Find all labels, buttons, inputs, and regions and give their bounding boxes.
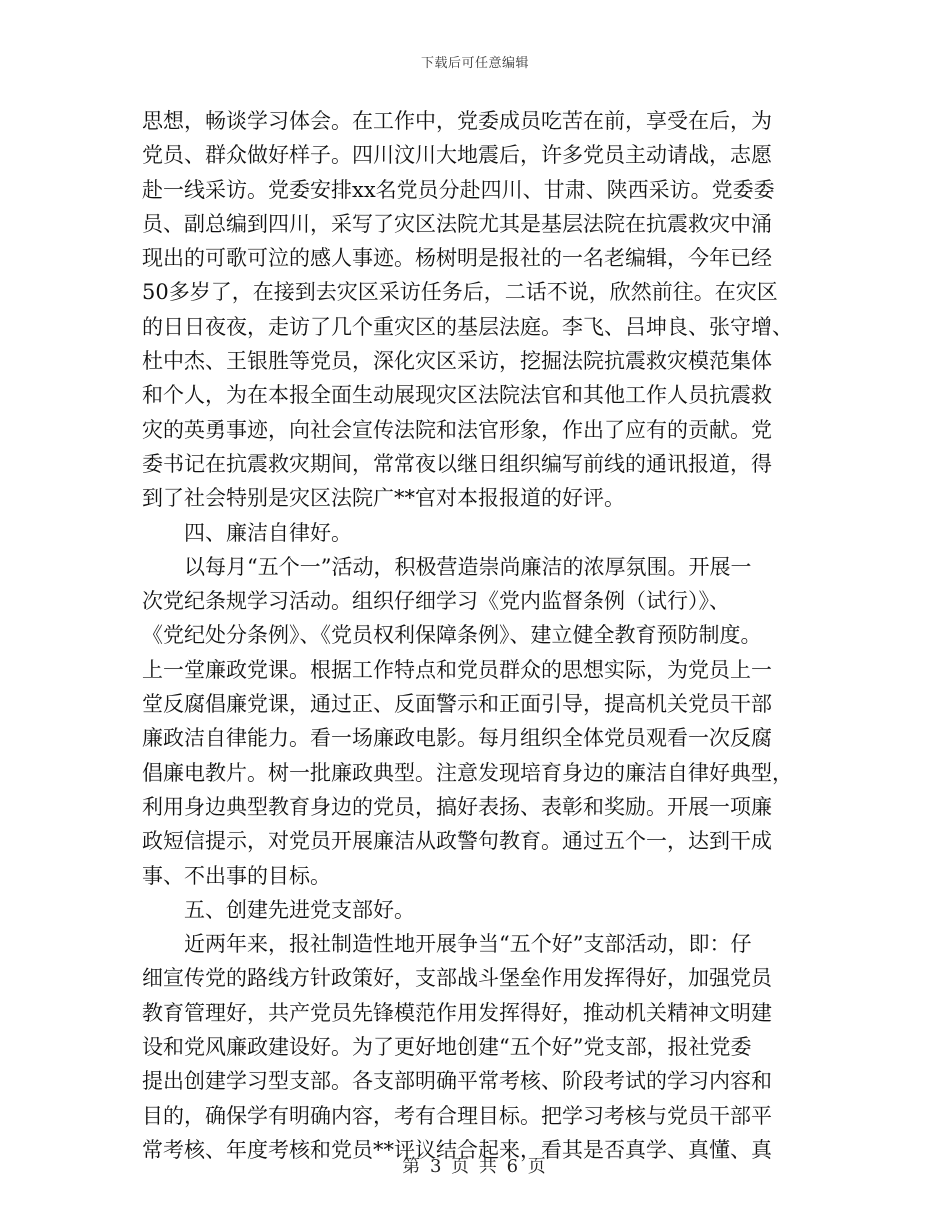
text-line: 廉政洁自律能力。看一场廉政电影。每月组织全体党员观看一次反腐 bbox=[142, 726, 772, 751]
text-line: 现出的可歌可泣的感人事迹。杨树明是报社的一名老编辑，今年已经 bbox=[142, 246, 772, 271]
text-line: 堂反腐倡廉党课，通过正、反面警示和正面引导，提高机关党员干部 bbox=[142, 692, 772, 717]
text-line: 以每月“五个一”活动，积极营造崇尚廉洁的浓厚氛围。开展一 bbox=[184, 554, 752, 579]
text-line: 党员、群众做好样子。四川汶川大地震后，许多党员主动请战，志愿 bbox=[142, 143, 772, 168]
text-line: 政短信提示，对党员开展廉洁从政警句教育。通过五个一，达到干成 bbox=[142, 829, 772, 854]
text-line: 赴一线采访。党委安排xx名党员分赴四川、甘肃、陕西采访。党委委 bbox=[142, 177, 775, 202]
text-line: 委书记在抗震救灾期间，常常夜以继日组织编写前线的通讯报道，得 bbox=[142, 451, 772, 476]
text-line: 到了社会特别是灾区法院广**官对本报报道的好评。 bbox=[142, 486, 625, 511]
text-line: 次党纪条规学习活动。组织仔细学习《党内监督条例（试行）》、 bbox=[142, 589, 730, 614]
text-line: 事、不出事的目标。 bbox=[142, 863, 331, 888]
text-line: 教育管理好，共产党员先锋模范作用发挥得好，推动机关精神文明建 bbox=[142, 1000, 772, 1025]
text-line: 细宣传党的路线方针政策好，支部战斗堡垒作用发挥得好，加强党员 bbox=[142, 966, 772, 991]
text-line: 目的，确保学有明确内容，考有合理目标。把学习考核与党员干部平 bbox=[142, 1103, 772, 1128]
text-line: 灾的英勇事迹，向社会宣传法院和法官形象，作出了应有的贡献。党 bbox=[142, 417, 772, 442]
text-line: 和个人，为在本报全面生动展现灾区法院法官和其他工作人员抗震救 bbox=[142, 383, 772, 408]
text-line: 近两年来，报社制造性地开展争当“五个好”支部活动，即：仔 bbox=[184, 932, 752, 957]
text-line: 倡廉电教片。树一批廉政典型。注意发现培育身边的廉洁自律好典型， bbox=[142, 760, 793, 785]
text-line: 设和党风廉政建设好。为了更好地创建“五个好”党支部，报社党委 bbox=[142, 1035, 752, 1060]
page-footer: 第 3 页 共 6 页 bbox=[402, 1156, 548, 1177]
text-line: 上一堂廉政党课。根据工作特点和党员群众的思想实际，为党员上一 bbox=[142, 657, 772, 682]
text-line: 常考核、年度考核和党员**评议结合起来，看其是否真学、真懂、真 bbox=[142, 1137, 772, 1162]
document-body bbox=[142, 104, 802, 1167]
text-line: 四、廉洁自律好。 bbox=[184, 520, 352, 545]
page-header: 下载后可任意编辑 bbox=[420, 56, 529, 71]
text-line: 《党纪处分条例》、《党员权利保障条例》、建立健全教育预防制度。 bbox=[142, 623, 762, 648]
text-line: 提出创建学习型支部。各支部明确平常考核、阶段考试的学习内容和 bbox=[142, 1069, 772, 1094]
text-line: 的日日夜夜，走访了几个重灾区的基层法庭。李飞、吕坤良、张守增、 bbox=[142, 314, 793, 339]
text-line: 员、副总编到四川，采写了灾区法院尤其是基层法院在抗震救灾中涌 bbox=[142, 211, 772, 236]
text-line: 五、创建先进党支部好。 bbox=[184, 897, 415, 922]
text-line: 思想，畅谈学习体会。在工作中，党委成员吃苦在前，享受在后，为 bbox=[142, 109, 772, 133]
text-line: 利用身边典型教育身边的党员，搞好表扬、表彰和奖励。开展一项廉 bbox=[142, 794, 772, 819]
text-line: 杜中杰、王银胜等党员，深化灾区采访，挖掘法院抗震救灾模范集体 bbox=[142, 349, 772, 374]
text-line: 50多岁了，在接到去灾区采访任务后，二话不说，欣然前往。在灾区 bbox=[142, 280, 778, 305]
